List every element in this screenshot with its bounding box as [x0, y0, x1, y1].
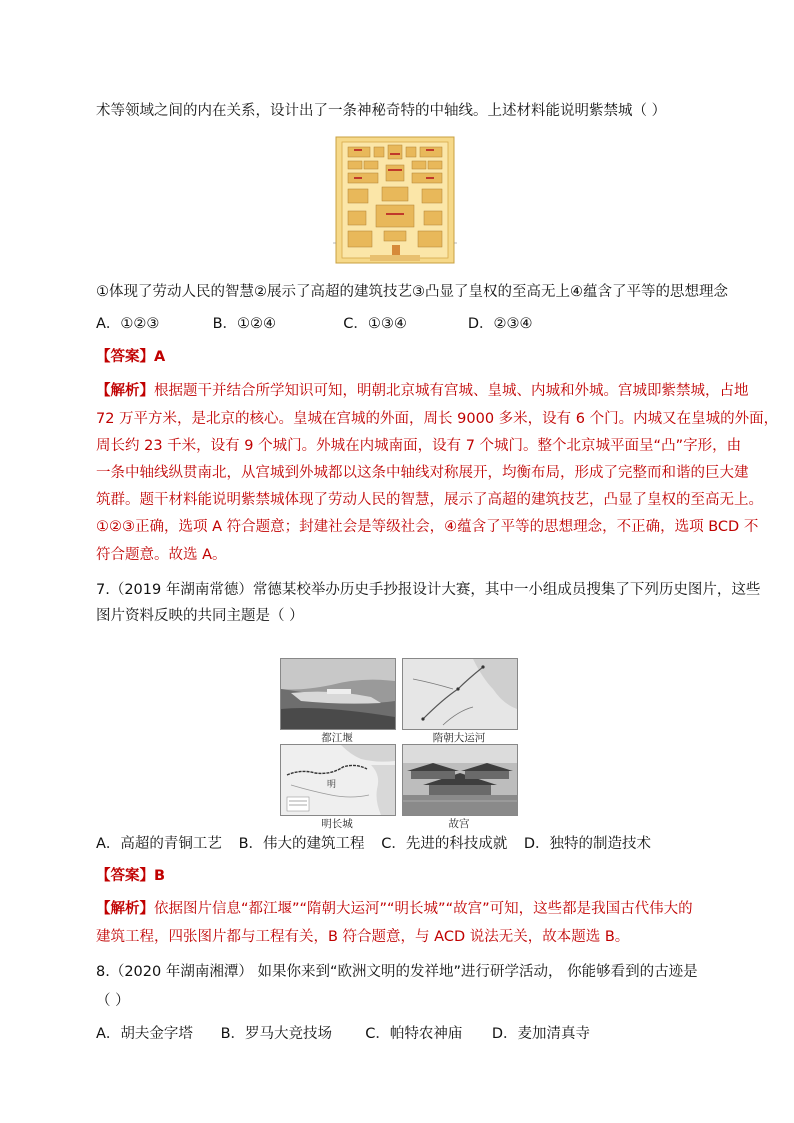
caption-ming-great-wall: 明长城 [321, 818, 353, 830]
q6-analysis-label: 【解析】 [96, 383, 154, 399]
q6-options [96, 314, 533, 334]
forbidden-city-photo [402, 744, 518, 816]
caption-dujiangyan: 都江堰 [321, 732, 353, 744]
q7-analysis-text: 依据图片信息“都江堰”“隋朝大运河”“明长城”“故宫”可知，这些都是我国古代伟大的 [154, 901, 693, 917]
forbidden-city-plan-image [330, 133, 460, 273]
q7-analysis-label: 【解析】 [96, 901, 154, 917]
ming-great-wall-map [280, 744, 396, 816]
q8-options [96, 1024, 590, 1044]
caption-forbidden-city: 故宫 [448, 818, 470, 830]
q8-option-d[interactable]: D．麦加清真寺 [491, 1026, 590, 1042]
grand-canal-map [402, 658, 518, 730]
q6-option-d[interactable]: D．②③④ [467, 316, 533, 332]
q7-option-b[interactable]: B．伟大的建筑工程 [238, 836, 365, 852]
q7-option-c[interactable]: C．先进的科技成就 [381, 836, 508, 852]
q7-analysis-line-2: 建筑工程，四张图片都与工程有关，B 符合题意，与 ACD 说法无关，故本题选 B。 [96, 929, 630, 945]
map-label-ming: 明 [327, 780, 337, 790]
q8-stem-line-1: 8.（2020 年湖南湘潭） 如果你来到“欧洲文明的发祥地”进行研学活动， 你能够看到的古迹是 [96, 964, 698, 980]
caption-grand-canal: 隋朝大运河 [432, 732, 486, 744]
q6-statements: ①体现了劳动人民的智慧②展示了高超的建筑技艺③凸显了皇权的至高无上④蕴含了平等的思想理念 [96, 284, 728, 300]
q6-analysis-line-2: 72 万平方米，是北京的核心。皇城在宫城的外面，周长 9000 多米，设有 6 个门。内城又在皇城的外面， [96, 411, 779, 427]
q7-stem-line-2: 图片资料反映的共同主题是（ ） [96, 608, 304, 624]
q6-answer: 【答案】A [96, 349, 166, 365]
q7-options [96, 834, 651, 854]
q8-option-a[interactable]: A．胡夫金字塔 [96, 1026, 193, 1042]
q6-stem-tail: 术等领域之间的内在关系，设计出了一条神秘奇特的中轴线。上述材料能说明紫禁城（ ） [96, 103, 667, 119]
q7-stem-line-1: 7.（2019 年湖南常德）常德某校举办历史手抄报设计大赛，其中一小组成员搜集了下列历史图片，这些 [96, 582, 761, 598]
q6-analysis-line-7: 符合题意。故选 A。 [96, 547, 227, 563]
q8-stem-line-2: （ ） [96, 993, 130, 1009]
q8-option-c[interactable]: C．帕特农神庙 [365, 1026, 463, 1042]
q6-analysis-line-6: ①②③正确，选项 A 符合题意；封建社会是等级社会，④蕴含了平等的思想理念，不正确，选项 BCD 不 [96, 519, 759, 535]
q7-option-d[interactable]: D．独特的制造技术 [523, 836, 651, 852]
q6-option-b[interactable]: B．①②④ [212, 316, 277, 332]
q6-analysis-text: 根据题干并结合所学知识可知，明朝北京城有宫城、皇城、内城和外城。宫城即紫禁城，占地 [154, 383, 749, 399]
q7-option-a[interactable]: A．高超的青铜工艺 [96, 836, 222, 852]
dujiangyan-photo [280, 658, 396, 730]
q6-option-a[interactable]: A．①②③ [96, 316, 160, 332]
forbidden-city-plan-figure [330, 133, 460, 273]
q6-analysis-line-3: 周长约 23 千米，设有 9 个城门。外城在内城南面，设有 7 个城门。整个北京城平面呈“凸”字形，由 [96, 438, 742, 454]
q7-analysis-line-1 [96, 899, 693, 919]
q6-analysis-line-1 [96, 381, 749, 401]
q6-analysis-line-4: 一条中轴线纵贯南北，从宫城到外城都以这条中轴线对称展开，均衡布局，形成了完整而和谐的巨大建 [96, 465, 749, 481]
q6-analysis-line-5: 筑群。题干材料能说明紫禁城体现了劳动人民的智慧，展示了高超的建筑技艺，凸显了皇权的至高无上。 [96, 492, 763, 508]
q8-option-b[interactable]: B．罗马大竞技场 [220, 1026, 333, 1042]
q6-option-c[interactable]: C．①③④ [343, 316, 407, 332]
q7-answer: 【答案】B [96, 868, 166, 884]
